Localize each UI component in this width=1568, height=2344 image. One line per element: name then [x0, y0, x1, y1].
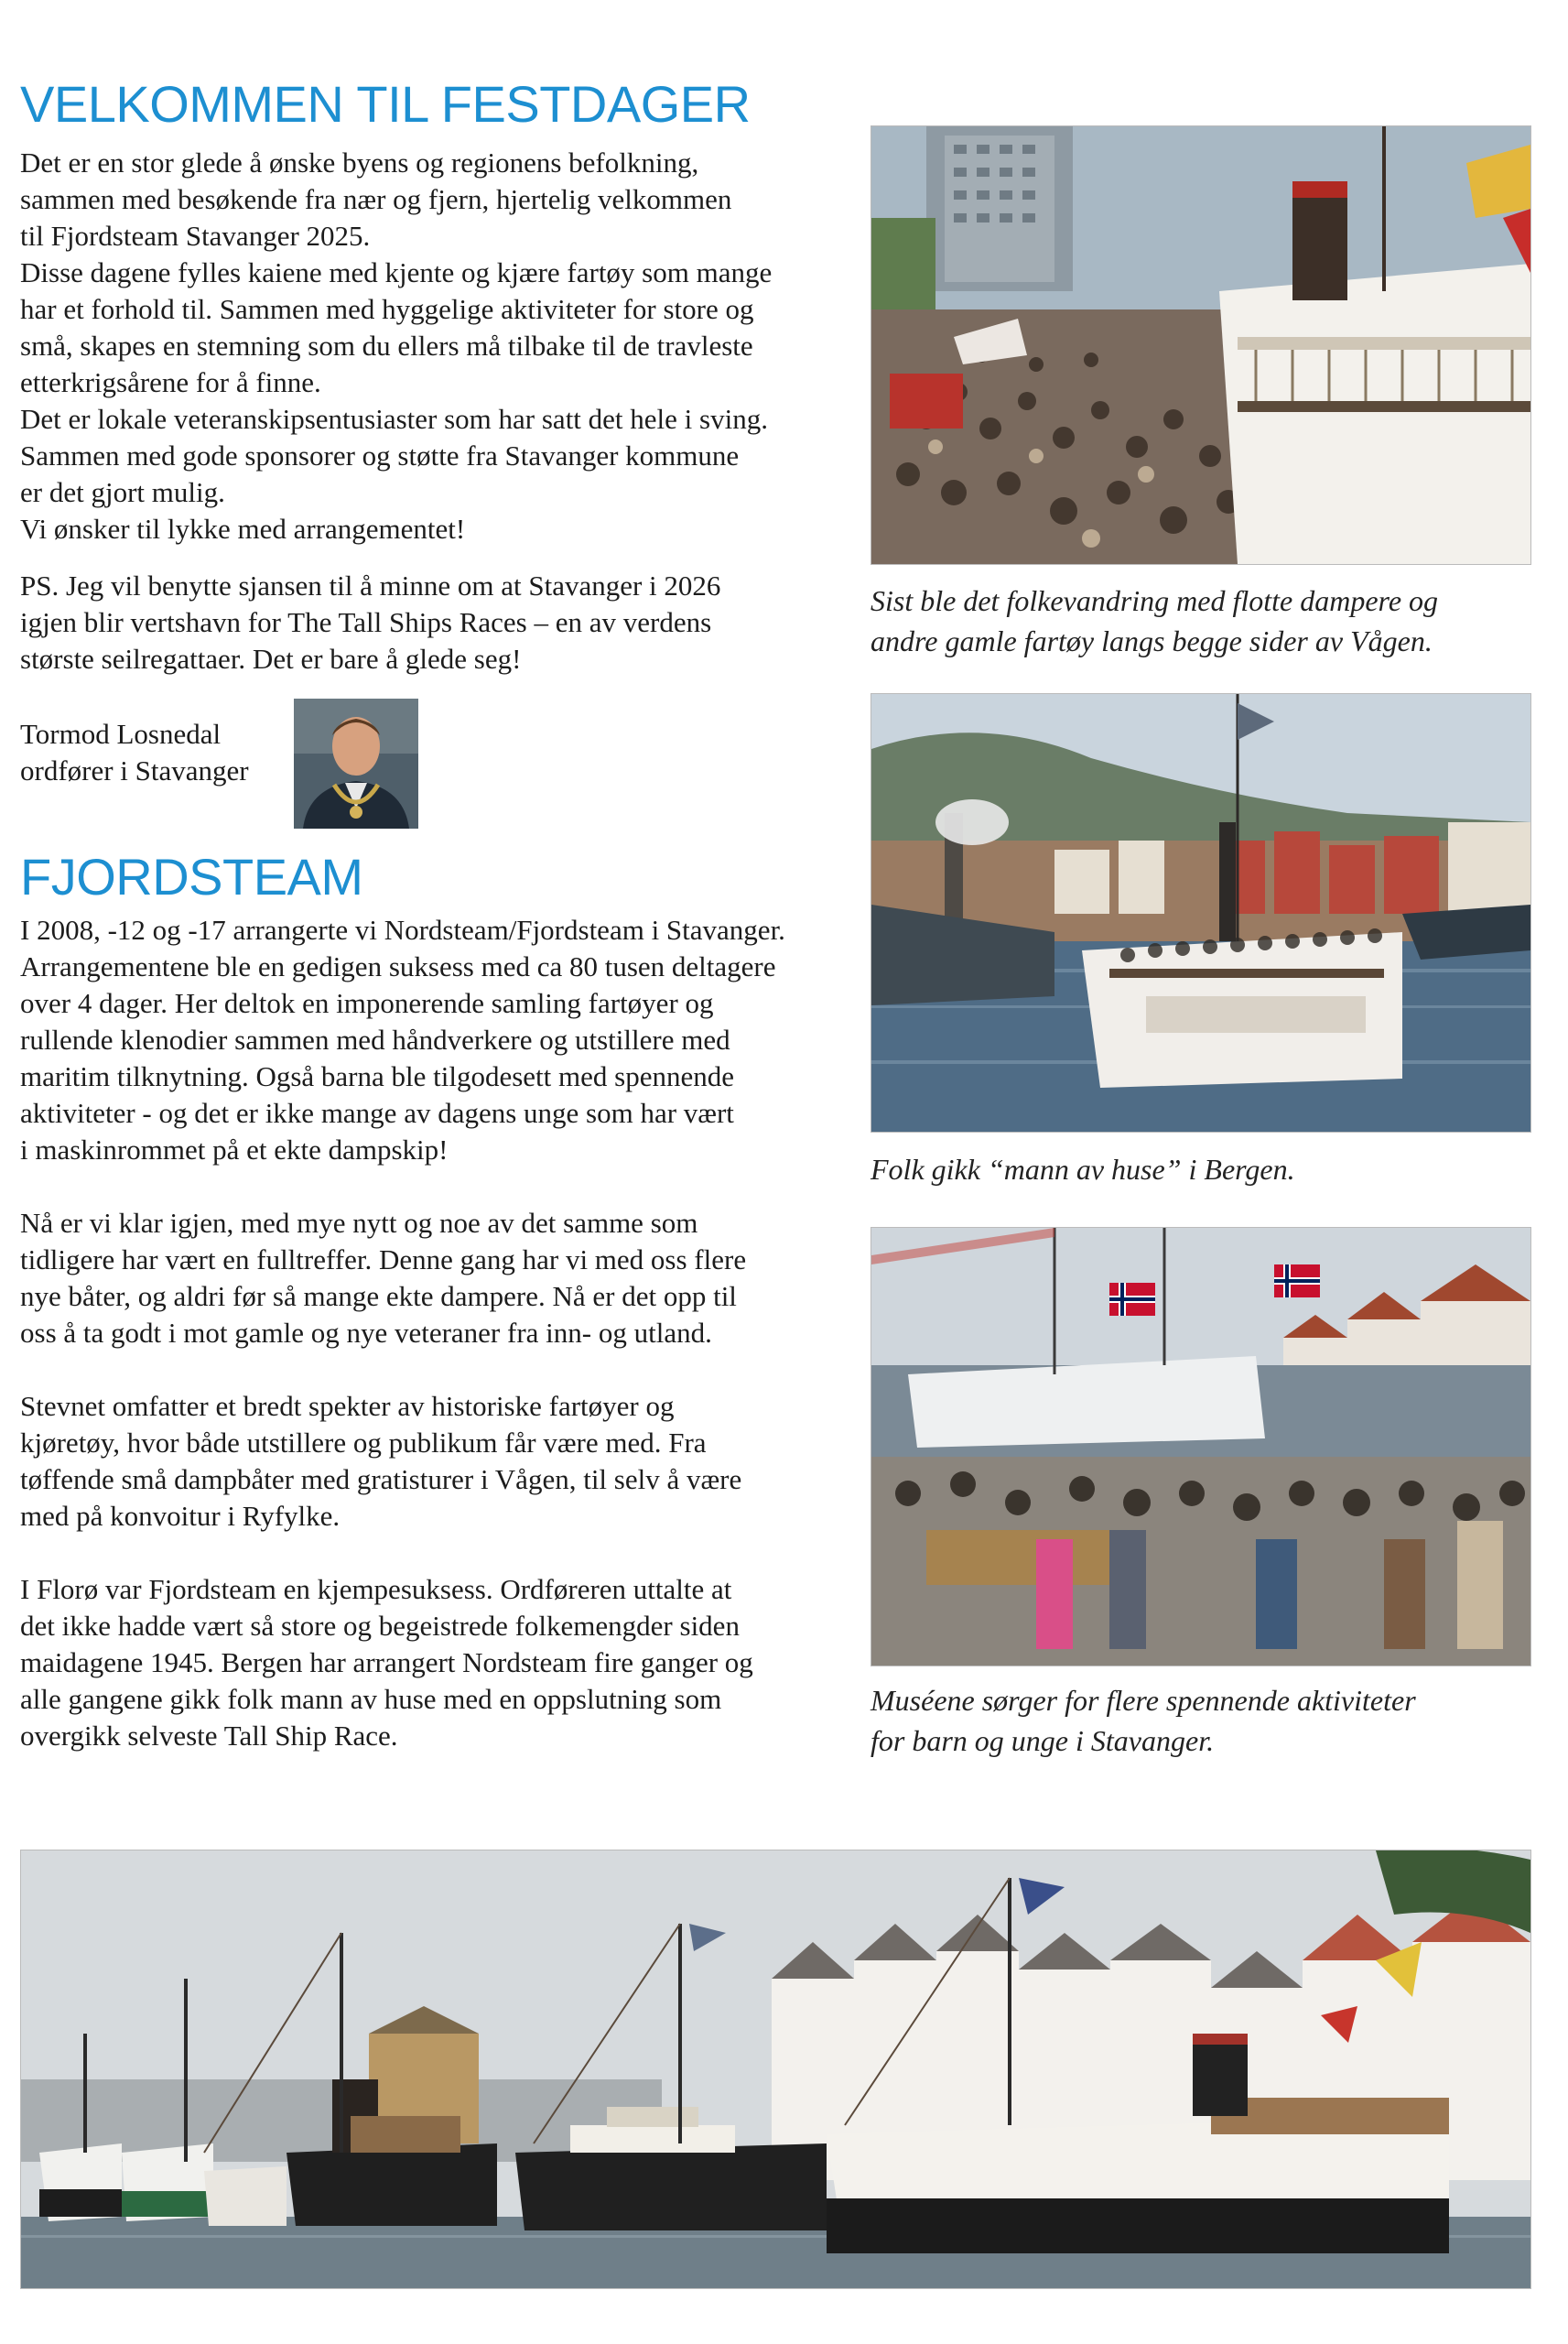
paragraph-line: aktiviteter - og det er ikke mange av dagens unge som har vært [20, 1097, 734, 1129]
intro-line: små, skapes en stemning som du ellers må tilbake til de travleste [20, 330, 753, 362]
intro-line: Disse dagene fylles kaiene med kjente og kjære fartøy som mange [20, 256, 773, 288]
caption-line: for barn og unge i Stavanger. [871, 1724, 1215, 1757]
paragraph-line: maritim tilknytning. Også barna ble tilgodesett med spennende [20, 1060, 734, 1092]
caption-line: Folk gikk “mann av huse” i Bergen. [871, 1153, 1295, 1186]
caption-line: Sist ble det folkevandring med flotte dampere og [871, 584, 1439, 617]
paragraph-line: i maskinrommet på et ekte dampskip! [20, 1134, 449, 1166]
intro-line: har et forhold til. Sammen med hyggelige aktiviteter for store og [20, 293, 754, 325]
paragraph-line: overgikk selveste Tall Ship Race. [20, 1720, 398, 1752]
caption-line: andre gamle fartøy langs begge sider av Vågen. [871, 624, 1433, 657]
photo-bergen-harbor [871, 693, 1531, 1133]
paragraph-line: nye båter, og aldri før så mange ekte dampere. Nå er det opp til [20, 1280, 737, 1312]
paragraph [20, 1571, 862, 1754]
caption-photo2 [871, 1149, 1530, 1189]
mayor-portrait [294, 699, 418, 829]
paragraph [20, 1205, 862, 1351]
photo-harbor-crowd [871, 125, 1531, 565]
caption-photo3 [871, 1680, 1530, 1761]
heading-velkommen: VELKOMMEN TIL FESTDAGER [20, 75, 751, 133]
paragraph-line: kjøretøy, hvor både utstillere og publikum får være med. Fra [20, 1427, 707, 1459]
paragraph-line: med på konvoitur i Ryfylke. [20, 1500, 341, 1532]
intro-line: Det er en stor glede å ønske byens og regionens befolkning, [20, 146, 699, 179]
paragraph-line: det ikke hadde vært så store og begeistrede folkemengder siden [20, 1610, 740, 1642]
intro-text [20, 145, 862, 548]
signature [20, 716, 249, 789]
intro-line: til Fjordsteam Stavanger 2025. [20, 220, 371, 252]
ps-line: igjen blir vertshavn for The Tall Ships Races – en av verdens [20, 606, 712, 638]
paragraph [20, 1388, 862, 1535]
paragraph-line: I 2008, -12 og -17 arrangerte vi Nordsteam/Fjordsteam i Stavanger. [20, 914, 785, 946]
intro-line: Sammen med gode sponsorer og støtte fra Stavanger kommune [20, 440, 740, 472]
caption-line: Muséene sørger for flere spennende aktiviteter [871, 1684, 1416, 1717]
intro-line: er det gjort mulig. [20, 476, 225, 508]
photo-museum-activities [871, 1227, 1531, 1666]
paragraph-line: Nå er vi klar igjen, med mye nytt og noe av det samme som [20, 1207, 698, 1239]
signature-name: Tormod Losnedal [20, 718, 222, 750]
signature-title: ordfører i Stavanger [20, 754, 249, 787]
paragraph [20, 912, 862, 1168]
paragraph-line: tidligere har vært en fulltreffer. Denne gang har vi med oss flere [20, 1243, 747, 1275]
heading-fjordsteam: FJORDSTEAM [20, 848, 363, 906]
paragraph-line: tøffende små dampbåter med gratisturer i Vågen, til selv å være [20, 1463, 742, 1495]
fjordsteam-text [20, 912, 862, 1791]
intro-line: sammen med besøkende fra nær og fjern, hjertelig velkommen [20, 183, 732, 215]
intro-line: Vi ønsker til lykke med arrangementet! [20, 513, 466, 545]
paragraph-line: rullende klenodier sammen med håndverkere og utstillere med [20, 1024, 730, 1056]
paragraph-line: maidagene 1945. Bergen har arrangert Nordsteam fire ganger og [20, 1646, 753, 1678]
paragraph-line: over 4 dager. Her deltok en imponerende samling fartøyer og [20, 987, 714, 1019]
photo-ships-panorama [20, 1850, 1531, 2289]
paragraph-line: Stevnet omfatter et bredt spekter av historiske fartøyer og [20, 1390, 675, 1422]
paragraph-line: Arrangementene ble en gedigen suksess med ca 80 tusen deltagere [20, 950, 776, 982]
ps-text [20, 568, 862, 678]
ps-line: PS. Jeg vil benytte sjansen til å minne om at Stavanger i 2026 [20, 570, 721, 602]
ps-line: største seilregattaer. Det er bare å glede seg! [20, 643, 522, 675]
intro-line: Det er lokale veteranskipsentusiaster som har satt det hele i sving. [20, 403, 768, 435]
paragraph-line: I Florø var Fjordsteam en kjempesuksess. Ordføreren uttalte at [20, 1573, 732, 1605]
paragraph-line: oss å ta godt i mot gamle og nye veteraner fra inn- og utland. [20, 1317, 712, 1349]
intro-line: etterkrigsårene for å finne. [20, 366, 321, 398]
paragraph-line: alle gangene gikk folk mann av huse med en oppslutning som [20, 1683, 722, 1715]
caption-photo1 [871, 581, 1530, 661]
